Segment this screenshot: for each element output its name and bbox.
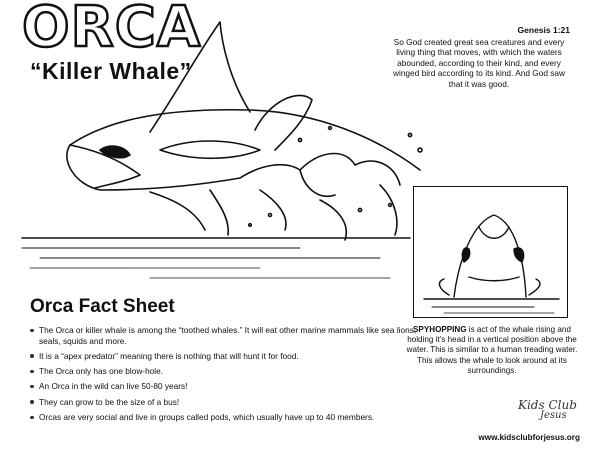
page-title: ORCA — [22, 0, 202, 60]
logo-line-2: Jesus — [540, 410, 567, 421]
spyhopping-caption — [406, 325, 578, 376]
fact-item: The Orca only has one blow-hole. — [30, 366, 425, 377]
verse-reference: Genesis 1:21 — [517, 25, 570, 35]
fact-sheet-heading: Orca Fact Sheet — [30, 296, 175, 317]
verse-text: So God created great sea creatures and every living thing that moves, with which the waters abounded, according to their kind, and every winged bird according to its kind. And God saw that it was good. — [392, 37, 566, 89]
fact-list — [30, 325, 425, 427]
logo-line-1: Kids Club — [518, 398, 577, 412]
dorsal-fin — [150, 22, 250, 132]
pectoral-fin — [255, 95, 312, 150]
website-url: www.kidsclubforjesus.org — [478, 433, 580, 442]
page-subtitle: “Killer Whale” — [30, 58, 192, 84]
spyhopping-inset-frame — [413, 186, 568, 318]
kids-club-logo — [518, 398, 578, 426]
spyhopping-orca-illustration — [414, 187, 568, 318]
fact-item: They can grow to be the size of a bus! — [30, 397, 425, 408]
fact-item: It is a “apex predator” meaning there is nothing that will hunt it for food. — [30, 351, 425, 362]
fact-item: An Orca in the wild can live 50-80 years! — [30, 381, 425, 392]
spyhopping-term: SPYHOPPING — [413, 325, 467, 334]
spyhopping-description: is act of the whale rising and holding it’s head in a vertical position above the water. This is similar to a human treading water. This allows the whale to look around at its surroundings. — [406, 325, 578, 375]
fact-item: The Orca or killer whale is among the “toothed whales.” It will eat other marine mammals like sea lions, seals, squids and more. — [30, 325, 425, 346]
fact-item: Orcas are very social and live in groups called pods, which usually have up to 40 members. — [30, 412, 425, 423]
